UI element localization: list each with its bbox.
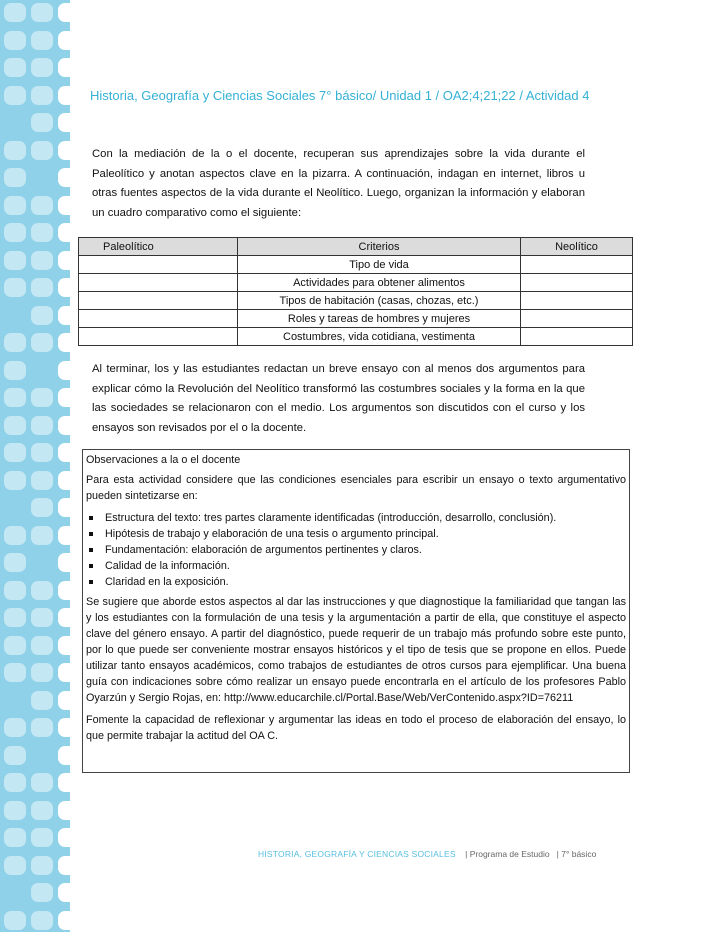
paleolitico-cell <box>79 274 238 292</box>
pattern-notch <box>58 31 76 50</box>
pattern-square <box>4 581 26 600</box>
pattern-square <box>4 168 26 187</box>
pattern-square <box>4 31 26 50</box>
pattern-notch <box>58 416 76 435</box>
pattern-square <box>4 251 26 270</box>
pattern-square <box>31 278 53 297</box>
pattern-square <box>31 663 53 682</box>
notes-paragraph-2 <box>86 594 626 706</box>
pattern-notch <box>58 801 76 820</box>
pattern-square <box>31 58 53 77</box>
pattern-square <box>31 141 53 160</box>
pattern-notch <box>58 278 76 297</box>
intro-paragraph: Con la mediación de la o el docente, recuperan sus aprendizajes sobre la vida durante el Paleolítico y anotan aspectos clave en la pizarra. A continuación, indagan en internet, libros u otras fuentes aspectos de la vida durante el Neolítico. Luego, organizan la información y elaboran un cuadro comparativo como el siguiente: <box>92 148 585 220</box>
pattern-notch <box>58 828 76 847</box>
pattern-square <box>4 608 26 627</box>
pattern-square <box>4 636 26 655</box>
neolitico-cell <box>521 328 633 346</box>
neolitico-cell <box>521 292 633 310</box>
pattern-square <box>31 608 53 627</box>
pattern-square <box>31 471 53 490</box>
page-footer <box>258 849 596 859</box>
pattern-square <box>31 828 53 847</box>
pattern-square <box>31 856 53 875</box>
pattern-square <box>4 746 26 765</box>
pattern-square <box>4 911 26 930</box>
pattern-square <box>31 498 53 517</box>
neolitico-cell <box>521 310 633 328</box>
pattern-notch <box>58 251 76 270</box>
pattern-square <box>4 718 26 737</box>
pattern-square <box>31 526 53 545</box>
pattern-square <box>4 526 26 545</box>
pattern-notch <box>58 3 76 22</box>
pattern-square <box>31 196 53 215</box>
notes-bullet-item: Hipótesis de trabajo y elaboración de una tesis o argumento principal. <box>86 526 626 542</box>
paleolitico-cell <box>79 310 238 328</box>
paleolitico-cell <box>79 256 238 274</box>
pattern-square <box>31 416 53 435</box>
pattern-square <box>31 388 53 407</box>
pattern-notch <box>58 663 76 682</box>
notes-bullet-item: Estructura del texto: tres partes claramente identificadas (introducción, desarrollo, conclusión). <box>86 510 626 526</box>
pattern-square <box>31 333 53 352</box>
closing-paragraph: Al terminar, los y las estudiantes redactan un breve ensayo con al menos dos argumentos para explicar cómo la Revolución del Neolítico transformó las costumbres sociales y la forma en la que las sociedades se relacionaron con el medio. Los argumentos son discutidos con el curso y los ensayos son revisados por el o la docente. <box>92 363 585 435</box>
neolitico-cell <box>521 256 633 274</box>
pattern-square <box>4 141 26 160</box>
pattern-square <box>4 471 26 490</box>
pattern-notch <box>58 333 76 352</box>
pattern-notch <box>58 223 76 242</box>
footer-program: | Programa de Estudio <box>465 849 550 859</box>
pattern-square <box>31 251 53 270</box>
page-title: Historia, Geografía y Ciencias Sociales 7° básico/ Unidad 1 / OA2;4;21;22 / Actividad 4 <box>90 88 590 103</box>
table-header-row <box>79 238 633 256</box>
pattern-square <box>31 718 53 737</box>
notes-paragraph-3: Fomente la capacidad de reflexionar y argumentar las ideas en todo el proceso de elaboración del ensayo, lo que permite trabajar la actitud del OA C. <box>86 714 626 742</box>
pattern-square <box>4 856 26 875</box>
pattern-square <box>31 911 53 930</box>
decorative-side-strip <box>0 0 70 932</box>
pattern-square <box>4 828 26 847</box>
pattern-notch <box>58 553 76 572</box>
criterio-cell: Tipo de vida <box>238 256 521 274</box>
pattern-square <box>4 361 26 380</box>
pattern-square <box>4 443 26 462</box>
pattern-notch <box>58 581 76 600</box>
pattern-square <box>4 3 26 22</box>
notes-paragraph-2-text: Se sugiere que aborde estos aspectos al dar las instrucciones y que diagnostique la familiaridad que tangan las y los estudiantes con la formulación de una tesis y la argumentación a partir de ella, que constituye el aspecto clave del género ensayo. A partir del diagnóstico, puede requerir de un trabajo más profundo sobre este punto, por lo que puede ser conveniente mostrar ensayos históricos y el tipo de tesis que se propone en ellos. Puede utilizar tanto ensayos académicos, como trabajos de estudiantes de otros cursos para ejemplificar. Una buena guía con indicaciones sobre cómo realizar un ensayo puede encontrarla en el artículo de los profesores Pablo Oyarzún y Sergio Rojas, en: <box>86 596 626 704</box>
table-row <box>79 328 633 346</box>
pattern-notch <box>58 718 76 737</box>
pattern-notch <box>58 168 76 187</box>
pattern-square <box>4 223 26 242</box>
neolitico-cell <box>521 274 633 292</box>
notes-bullet-item: Calidad de la información. <box>86 558 626 574</box>
pattern-notch <box>58 911 76 930</box>
pattern-square <box>4 801 26 820</box>
pattern-square <box>31 306 53 325</box>
notes-bullet-item: Fundamentación: elaboración de argumentos pertinentes y claros. <box>86 542 626 558</box>
pattern-square <box>4 278 26 297</box>
pattern-square <box>4 333 26 352</box>
pattern-square <box>31 773 53 792</box>
notes-bullet-list <box>86 510 626 590</box>
pattern-notch <box>58 883 76 902</box>
pattern-square <box>31 31 53 50</box>
header-paleolitico: Paleolítico <box>79 238 238 256</box>
pattern-square <box>31 883 53 902</box>
notes-title: Observaciones a la o el docente <box>86 454 241 466</box>
pattern-square <box>31 691 53 710</box>
pattern-notch <box>58 443 76 462</box>
criterio-cell: Actividades para obtener alimentos <box>238 274 521 292</box>
pattern-square <box>4 86 26 105</box>
pattern-notch <box>58 773 76 792</box>
educarchile-link[interactable]: http://www.educarchile.cl/Portal.Base/Web/VerContenido.aspx?ID=76211 <box>224 692 574 704</box>
pattern-notch <box>58 58 76 77</box>
pattern-notch <box>58 608 76 627</box>
pattern-square <box>4 773 26 792</box>
pattern-notch <box>58 141 76 160</box>
table-row <box>79 292 633 310</box>
pattern-square <box>31 636 53 655</box>
pattern-notch <box>58 361 76 380</box>
pattern-notch <box>58 306 76 325</box>
pattern-square <box>31 801 53 820</box>
pattern-notch <box>58 86 76 105</box>
pattern-square <box>31 581 53 600</box>
pattern-notch <box>58 196 76 215</box>
pattern-notch <box>58 636 76 655</box>
paleolitico-cell <box>79 328 238 346</box>
table-row <box>79 310 633 328</box>
criterio-cell: Roles y tareas de hombres y mujeres <box>238 310 521 328</box>
footer-grade: | 7° básico <box>556 849 597 859</box>
pattern-square <box>31 3 53 22</box>
pattern-notch <box>58 526 76 545</box>
table-row <box>79 274 633 292</box>
header-criterios: Criterios <box>238 238 521 256</box>
pattern-square <box>4 663 26 682</box>
paleolitico-cell <box>79 292 238 310</box>
pattern-notch <box>58 113 76 132</box>
criterio-cell: Costumbres, vida cotidiana, vestimenta <box>238 328 521 346</box>
comparison-table <box>78 237 633 346</box>
criterio-cell: Tipos de habitación (casas, chozas, etc.) <box>238 292 521 310</box>
pattern-square <box>4 388 26 407</box>
pattern-notch <box>58 746 76 765</box>
pattern-notch <box>58 691 76 710</box>
notes-paragraph-1: Para esta actividad considere que las condiciones esenciales para escribir un ensayo o texto argumentativo pueden sintetizarse en: <box>86 474 626 502</box>
pattern-square <box>4 58 26 77</box>
pattern-square <box>31 113 53 132</box>
pattern-notch <box>58 471 76 490</box>
table-row <box>79 256 633 274</box>
pattern-notch <box>58 388 76 407</box>
footer-subject: HISTORIA, GEOGRAFÍA Y CIENCIAS SOCIALES <box>258 849 456 859</box>
header-neolitico: Neolítico <box>521 238 633 256</box>
pattern-square <box>31 223 53 242</box>
pattern-square <box>4 416 26 435</box>
pattern-square <box>31 86 53 105</box>
teacher-notes-box <box>82 449 630 773</box>
pattern-square <box>4 196 26 215</box>
pattern-square <box>31 443 53 462</box>
pattern-notch <box>58 498 76 517</box>
notes-bullet-item: Claridad en la exposición. <box>86 574 626 590</box>
pattern-square <box>4 553 26 572</box>
pattern-notch <box>58 856 76 875</box>
